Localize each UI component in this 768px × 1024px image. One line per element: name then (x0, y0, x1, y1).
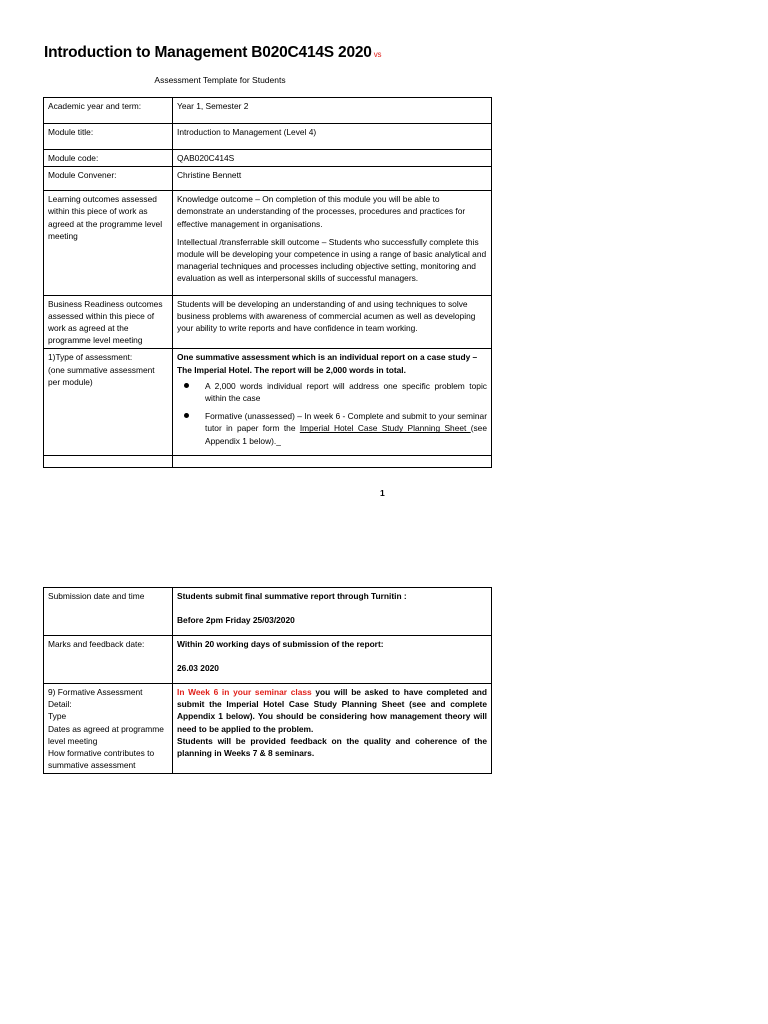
document-subtitle: Assessment Template for Students (154, 75, 286, 85)
planning-sheet-link[interactable]: Imperial Hotel Case Study Planning Sheet (299, 423, 471, 434)
row-value (173, 191, 492, 295)
list-item: A 2,000 words individual report will address one specific problem topic within the case (205, 380, 487, 404)
table-row (44, 98, 492, 124)
assessment-table-1 (43, 97, 492, 468)
title-text: Introduction to Management B020C414S 2020 (44, 44, 372, 61)
table-row (44, 167, 492, 191)
assessment-intro: One summative assessment which is an individual report on a case study – The Imperial Hotel. The report will be 2,000 words in total. (177, 352, 478, 375)
row-label (44, 684, 173, 774)
table-row (44, 150, 492, 167)
row-value (173, 636, 492, 684)
assessment-type-note: (one summative assessment per module) (48, 364, 155, 387)
feedback-text: Within 20 working days of submission of the report: (177, 639, 384, 649)
list-item (205, 410, 487, 447)
empty-cell (173, 455, 492, 467)
week6-highlight: In Week 6 in your seminar class (177, 687, 312, 697)
knowledge-outcome-text: Knowledge outcome – On completion of this module you will be able to demonstrate an understanding of the processes, procedures and practices for effective management in organisations. (177, 194, 466, 229)
bullet-text: Formative (unassessed) – In week 6 - Complete and submit to your seminar tutor in paper form the (205, 411, 487, 434)
table-row (44, 124, 492, 150)
row-value: QAB020C414S (173, 150, 492, 167)
row-value: Year 1, Semester 2 (173, 98, 492, 124)
document-title (44, 44, 381, 62)
skill-outcome-text: Intellectual /transferrable skill outcome – Students who successfully complete this module will be developing your competence in using a range of basic analytical and managerial techniques and processes including objective setting, monitoring and evaluation as well as interpersonal skills of successful managers. (177, 236, 487, 284)
row-label: Learning outcomes assessed within this piece of work as agreed at the programme level meeting (44, 191, 173, 295)
table-row (44, 588, 492, 636)
row-label: Marks and feedback date: (44, 636, 173, 684)
row-value (173, 588, 492, 636)
feedback-date: 26.03 2020 (177, 663, 219, 674)
row-value: Introduction to Management (Level 4) (173, 124, 492, 150)
submission-text: Students submit final summative report through Turnitin : (177, 591, 407, 601)
assessment-table-2 (43, 587, 492, 774)
bullet-text: (see Appendix 1 below)._ (205, 423, 487, 446)
formative-detail (177, 686, 487, 735)
row-value: Students will be developing an understanding of and using techniques to solve business problems with awareness of commercial acumen as well as developing your ability to write reports and have confidence in team working. (173, 295, 492, 349)
assessment-bullets (177, 380, 487, 447)
table-row (44, 455, 492, 467)
label-line: Dates as agreed at programme level meeting (48, 723, 164, 746)
table-row (44, 295, 492, 349)
row-label: Module title: (44, 124, 173, 150)
table-row (44, 349, 492, 455)
row-value (173, 349, 492, 455)
row-label: Module code: (44, 150, 173, 167)
row-value (173, 684, 492, 774)
assessment-type-label: 1)Type of assessment: (48, 352, 133, 363)
row-label: Module Convener: (44, 167, 173, 191)
submission-deadline: Before 2pm Friday 25/03/2020 (177, 615, 295, 626)
formative-feedback: Students will be provided feedback on the quality and coherence of the planning in Weeks 7 & 8 seminars. (177, 735, 487, 759)
empty-cell (44, 455, 173, 467)
row-value: Christine Bennett (173, 167, 492, 191)
row-label (44, 349, 173, 455)
label-line: Type (48, 711, 67, 722)
table-row (44, 684, 492, 774)
table-row (44, 191, 492, 295)
page-number: 1 (380, 488, 385, 498)
vs-mark: vs (373, 50, 382, 59)
formative-text: you will be asked to have completed and submit the Imperial Hotel Case Study Planning Sheet (see and complete Appendix 1 below). You should be considering how management theory will need to be applied to the problem. (177, 687, 487, 734)
row-label: Business Readiness outcomes assessed within this piece of work as agreed at the programme level meeting (44, 295, 173, 349)
label-line: 9) Formative Assessment Detail: (48, 687, 143, 710)
row-label: Submission date and time (44, 588, 173, 636)
label-line: How formative contributes to summative assessment (48, 748, 155, 771)
row-label: Academic year and term: (44, 98, 173, 124)
table-row (44, 636, 492, 684)
